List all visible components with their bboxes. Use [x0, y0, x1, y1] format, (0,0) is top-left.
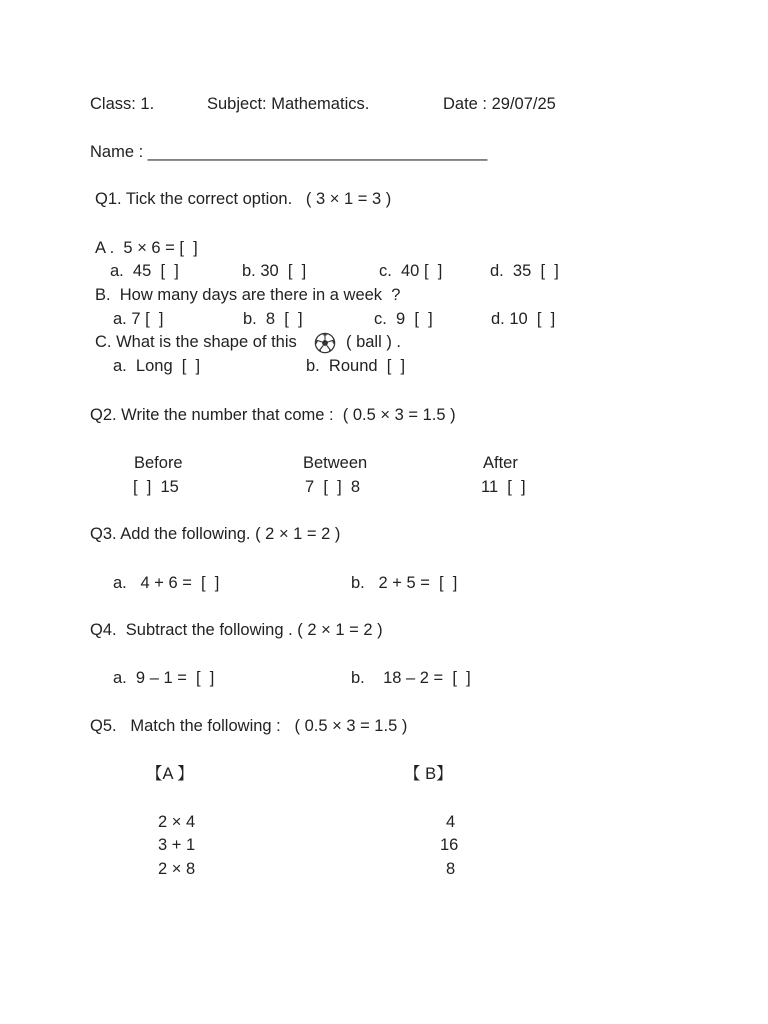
- q1a-option-c: c. 40 [ ]: [379, 262, 443, 280]
- q5-col-a-item-2: 3 + 1: [158, 836, 196, 854]
- q2-value-after: 11 [ ]: [481, 478, 526, 496]
- q5-col-a-item-3: 2 × 8: [158, 860, 196, 878]
- q2-header-before: Before: [134, 454, 183, 472]
- name-field: Name : _____________________________________: [90, 143, 488, 161]
- q1c-question-start: C. What is the shape of this: [95, 333, 297, 351]
- q1b-option-a: a. 7 [ ]: [113, 310, 164, 328]
- q3-item-a: a. 4 + 6 = [ ]: [113, 574, 220, 592]
- q1a-option-d: d. 35 [ ]: [490, 262, 559, 280]
- q2-title: Q2. Write the number that come : ( 0.5 × 3 = 1.5 ): [90, 406, 456, 424]
- q1b-option-d: d. 10 [ ]: [491, 310, 556, 328]
- soccer-ball-icon: [314, 332, 336, 354]
- q1c-option-b: b. Round [ ]: [306, 357, 406, 375]
- q5-col-b-header: 【 B】: [404, 765, 453, 783]
- q5-col-b-item-1: 4: [446, 813, 456, 831]
- q3-title: Q3. Add the following. ( 2 × 1 = 2 ): [90, 525, 341, 543]
- q1b-option-b: b. 8 [ ]: [243, 310, 303, 328]
- q1c-question-end: ( ball ) .: [346, 333, 402, 351]
- q1a-question: A . 5 × 6 = [ ]: [95, 239, 198, 257]
- date-label: Date : 29/07/25: [443, 95, 556, 113]
- q5-title: Q5. Match the following : ( 0.5 × 3 = 1.5 ): [90, 717, 408, 735]
- q2-header-between: Between: [303, 454, 368, 472]
- q4-title: Q4. Subtract the following . ( 2 × 1 = 2 ): [90, 621, 383, 639]
- q1a-option-a: a. 45 [ ]: [110, 262, 179, 280]
- q2-value-between: 7 [ ] 8: [305, 478, 361, 496]
- class-label: Class: 1.: [90, 95, 155, 113]
- q5-col-a-item-1: 2 × 4: [158, 813, 196, 831]
- q1a-option-b: b. 30 [ ]: [242, 262, 307, 280]
- q4-item-b: b. 18 – 2 = [ ]: [351, 669, 471, 687]
- q1b-question: B. How many days are there in a week ?: [95, 286, 401, 304]
- q2-value-before: [ ] 15: [133, 478, 179, 496]
- q5-col-b-item-3: 8: [446, 860, 456, 878]
- q1b-option-c: c. 9 [ ]: [374, 310, 433, 328]
- q1-title: Q1. Tick the correct option. ( 3 × 1 = 3 ): [95, 190, 392, 208]
- q4-item-a: a. 9 – 1 = [ ]: [113, 669, 215, 687]
- q3-item-b: b. 2 + 5 = [ ]: [351, 574, 458, 592]
- subject-label: Subject: Mathematics.: [207, 95, 370, 113]
- q5-col-a-header: 【A 】: [146, 765, 194, 783]
- q1c-option-a: a. Long [ ]: [113, 357, 201, 375]
- q5-col-b-item-2: 16: [440, 836, 459, 854]
- q2-header-after: After: [483, 454, 518, 472]
